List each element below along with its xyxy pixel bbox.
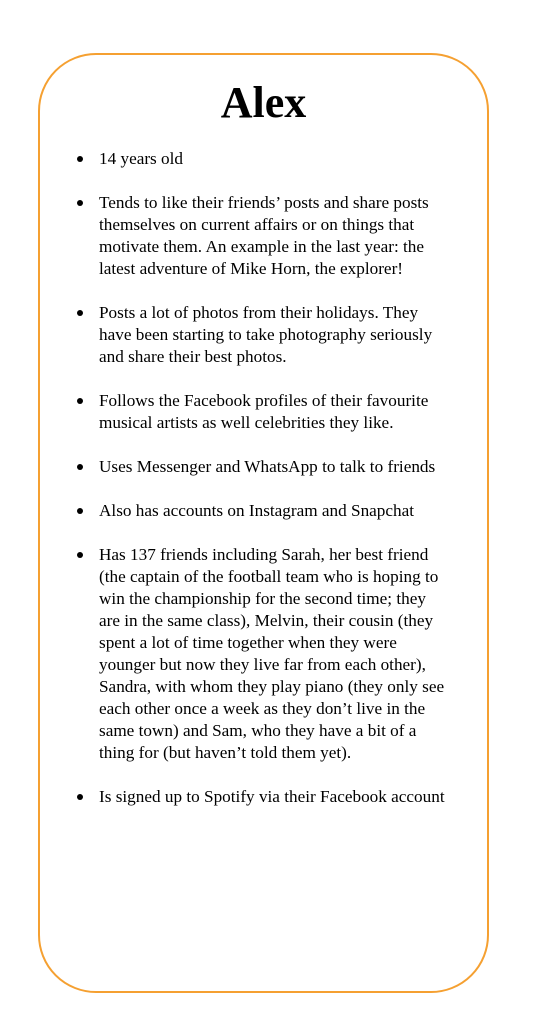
list-item xyxy=(77,192,447,280)
list-item-text: 14 years old xyxy=(99,149,184,168)
list-item-text: Is signed up to Spotify via their Facebook account xyxy=(99,787,445,806)
bullet-icon xyxy=(77,398,83,404)
bullet-icon xyxy=(77,310,83,316)
list-item-text: Has 137 friends including Sarah, her best friend (the captain of the football team who is hoping to win the championship for the second time; they are in the same class), Melvin, their cousin (they spent a lot of time together when they were younger but now they live far from each other), Sandra, with whom they play piano (they only see each other once a week as they don’t live in the same town) and Sam, who they have a bit of a thing for (but haven’t told them yet). xyxy=(99,545,445,762)
list-item xyxy=(77,786,447,808)
list-item-text: Tends to like their friends’ posts and share posts themselves on current affairs or on things that motivate them. An example in the last year: the latest adventure of Mike Horn, the explorer! xyxy=(99,193,429,278)
profile-card xyxy=(38,53,489,993)
list-item-text: Posts a lot of photos from their holidays. They have been starting to take photography seriously and share their best photos. xyxy=(99,303,433,366)
list-item xyxy=(77,456,447,478)
list-item xyxy=(77,390,447,434)
bullet-icon xyxy=(77,552,83,558)
list-item xyxy=(77,148,447,170)
list-item-text: Uses Messenger and WhatsApp to talk to friends xyxy=(99,457,436,476)
bullet-icon xyxy=(77,794,83,800)
bullet-icon xyxy=(77,508,83,514)
list-item xyxy=(77,302,447,368)
bullet-icon xyxy=(77,156,83,162)
profile-name: Alex xyxy=(220,78,307,127)
list-item-text: Follows the Facebook profiles of their favourite musical artists as well celebrities they like. xyxy=(99,391,429,432)
list-item xyxy=(77,500,447,522)
list-item-text: Also has accounts on Instagram and Snapchat xyxy=(99,501,415,520)
bullet-icon xyxy=(77,464,83,470)
bullet-icon xyxy=(77,200,83,206)
list-item xyxy=(77,544,447,764)
profile-facts-list xyxy=(77,148,447,830)
